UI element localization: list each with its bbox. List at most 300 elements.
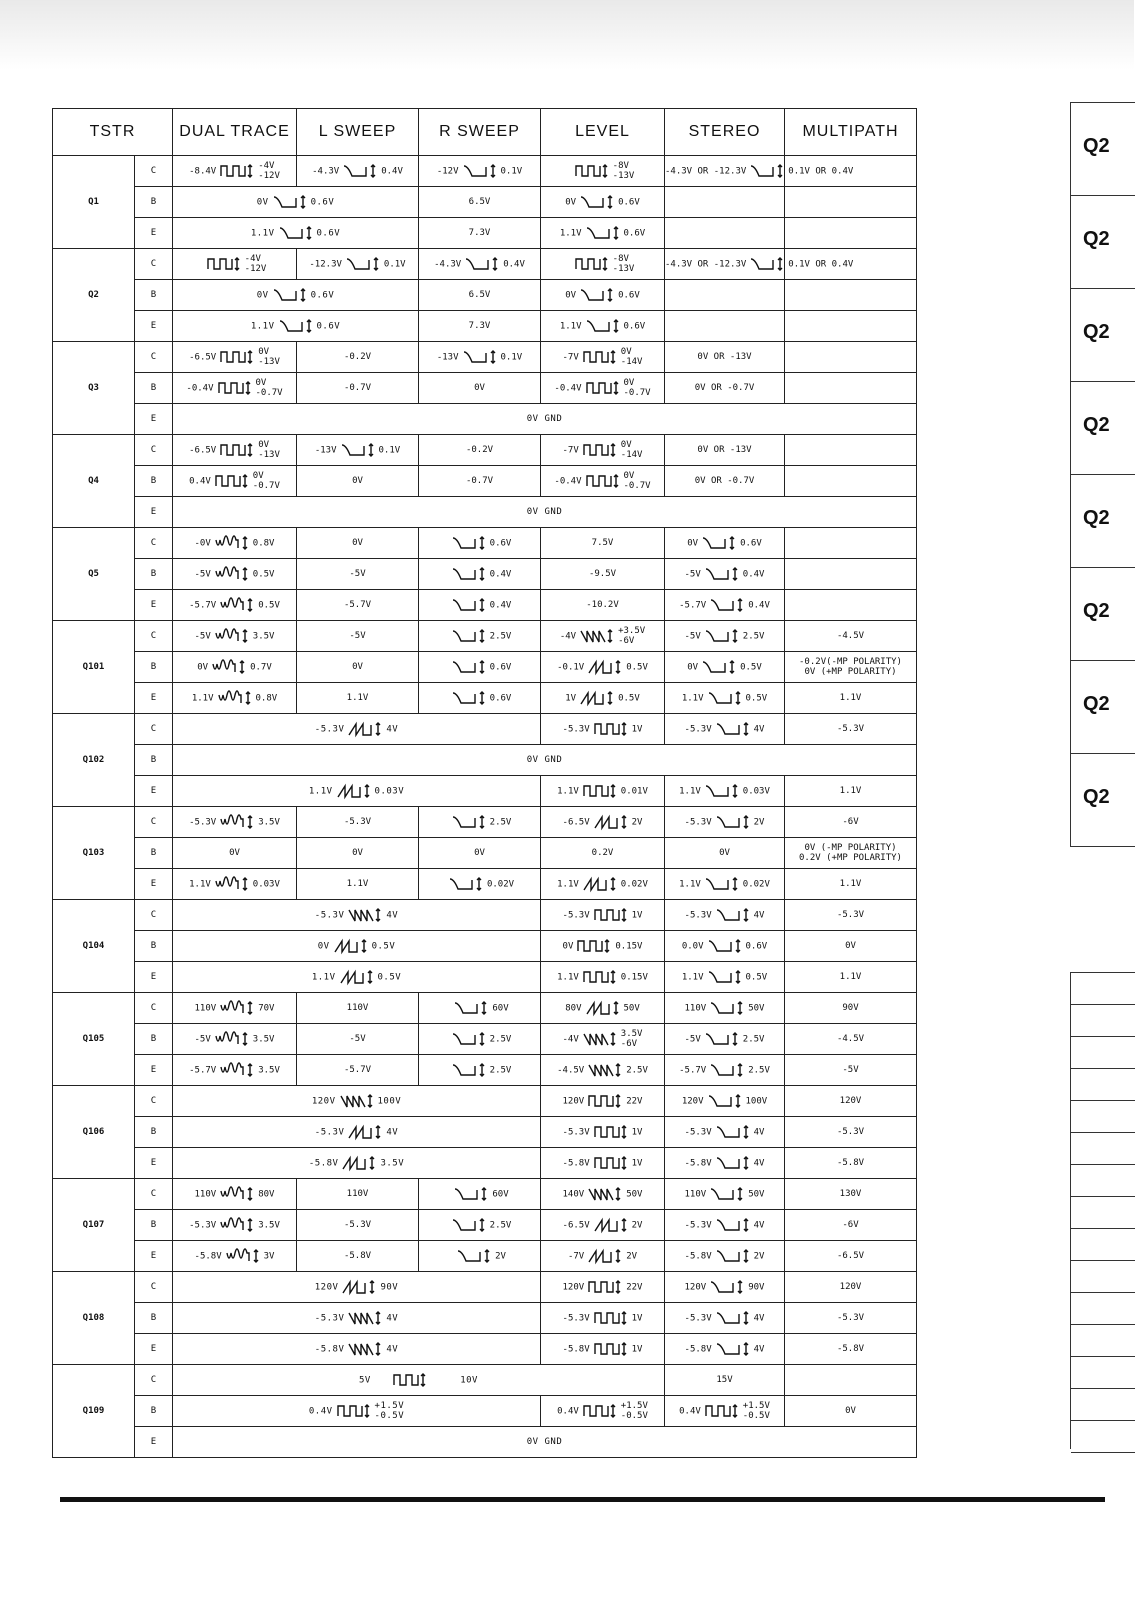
value-cell: [419, 1241, 541, 1272]
header-tstr: TSTR: [53, 109, 173, 156]
value-cell: [419, 838, 541, 869]
cell-value: 1.1V: [679, 786, 701, 797]
waveform-icon: [211, 880, 253, 890]
cell-value: 120V: [311, 1096, 336, 1107]
value-cell: [419, 187, 541, 218]
waveform-icon: [342, 260, 384, 270]
peak-value: 90V: [380, 1282, 399, 1293]
cell-value: 0V OR -0.7V: [694, 476, 755, 486]
value-cell: [785, 621, 917, 652]
cell-value: -0.4V: [554, 476, 582, 487]
value-cell: [541, 807, 665, 838]
peak-value: 3.5V: [252, 631, 275, 642]
peak-values: +1.5V -0.5V: [620, 1401, 648, 1421]
waveform-icon: [573, 942, 615, 952]
cell-value: 7.3V: [468, 228, 491, 238]
pin-label: C: [135, 1086, 173, 1117]
waveform-icon: [448, 1221, 490, 1231]
peak-value: 0.6V: [316, 321, 341, 332]
value-cell: [297, 1210, 419, 1241]
pin-label: C: [135, 1179, 173, 1210]
value-cell: [173, 373, 297, 404]
peak-value: 2.5V: [748, 1065, 770, 1076]
waveform-icon: [746, 167, 788, 177]
transistor-label: Q5: [53, 528, 135, 621]
full-span-cell: 0V GND: [173, 1427, 917, 1458]
waveform-icon: [698, 663, 740, 673]
cell-value: 110V: [194, 1003, 217, 1014]
peak-value: 4V: [753, 1344, 765, 1355]
table-row: [53, 1334, 917, 1365]
waveform-icon: [445, 880, 487, 890]
cell-value: -0V: [194, 538, 211, 549]
cell-value: -4.3V OR -12.3V: [665, 259, 747, 270]
table-row: [53, 1272, 917, 1303]
spanned-cell: [173, 280, 419, 311]
pin-label: E: [135, 1055, 173, 1086]
header-stereo: STEREO: [665, 109, 785, 156]
peak-value: 2V: [753, 817, 765, 828]
peak-value: 0.02V: [742, 879, 770, 890]
waveform-icon: [582, 229, 624, 239]
spanned-cell: [173, 1272, 541, 1303]
waveform-icon: [211, 570, 253, 580]
cell-value: -5.3V: [343, 817, 372, 827]
cell-value: 0.4V: [189, 476, 211, 487]
cell-value: -5.8V: [308, 1158, 339, 1169]
waveform-icon: [453, 1252, 495, 1262]
table-row: [53, 1303, 917, 1334]
cell-value: -0.4V: [554, 383, 582, 394]
value-cell: [665, 528, 785, 559]
peak-value: 2V: [626, 1251, 638, 1262]
peak-value: 1V: [631, 1344, 643, 1355]
cell-value: 0.4V: [557, 1406, 579, 1417]
cell-value: 1.1V: [557, 972, 579, 983]
cell-value: -5V: [349, 631, 366, 641]
value-cell: [419, 466, 541, 497]
side-label: Q2: [1083, 135, 1110, 157]
waveform-icon: [582, 477, 624, 487]
value-cell: [297, 466, 419, 497]
value-cell: [785, 466, 917, 497]
peak-value: 0.4V: [503, 259, 525, 270]
table-row: [53, 218, 917, 249]
cell-value: 0V: [845, 941, 856, 951]
cell-value: 0V: [352, 476, 363, 486]
table-row: [53, 497, 917, 528]
peak-value: 0.4V: [381, 166, 403, 177]
value-cell: [173, 559, 297, 590]
value-cell: [785, 342, 917, 373]
value-cell: [785, 1303, 917, 1334]
value-cell: [665, 590, 785, 621]
table-row: [53, 187, 917, 218]
cell-value: -5.7V: [343, 600, 372, 610]
value-cell: [665, 962, 785, 993]
header-multipath: MULTIPATH: [785, 109, 917, 156]
cell-value: -5V: [194, 631, 211, 642]
transistor-label: Q2: [53, 249, 135, 342]
peak-value: 0.5V: [626, 662, 648, 673]
pin-label: E: [135, 869, 173, 900]
waveform-icon: [448, 1035, 490, 1045]
peak-value: 50V: [626, 1189, 643, 1200]
peak-value: 2.5V: [489, 1220, 512, 1231]
value-cell: [297, 528, 419, 559]
cell-value: -9.5V: [588, 569, 617, 579]
table-row: [53, 1117, 917, 1148]
pin-label: C: [135, 1365, 173, 1396]
waveform-icon: [712, 1128, 754, 1138]
peak-value: 2.5V: [626, 1065, 648, 1076]
side-label: Q2: [1083, 693, 1110, 715]
peak-value: 1V: [631, 724, 643, 735]
spanned-cell: [173, 311, 419, 342]
value-cell: [419, 249, 541, 280]
waveform-icon: [208, 663, 250, 673]
value-cell: [297, 590, 419, 621]
cell-value: 1.1V: [308, 786, 333, 797]
peak-value: 0.5V: [745, 972, 768, 983]
table-row: [53, 590, 917, 621]
value-cell: [665, 1241, 785, 1272]
cell-value: 140V: [562, 1189, 585, 1200]
value-cell: [173, 528, 297, 559]
waveform-icon: [704, 942, 746, 952]
peak-values: +1.5V -0.5V: [742, 1401, 770, 1421]
waveform-icon: [590, 818, 632, 828]
waveform-icon: [704, 973, 746, 983]
cell-value: 90V: [842, 1003, 859, 1013]
cell-value: -6.5V: [562, 817, 590, 828]
value-cell: [541, 1055, 665, 1086]
peak-value: 2V: [753, 1251, 765, 1262]
side-cell: [1071, 103, 1135, 196]
peak-value: 2V: [495, 1251, 506, 1262]
waveform-icon: [584, 1066, 626, 1076]
value-cell: [665, 1210, 785, 1241]
cell-value: -5.8V: [343, 1251, 372, 1261]
value-cell: [665, 373, 785, 404]
value-cell: [541, 1303, 665, 1334]
waveform-icon: [579, 1407, 621, 1417]
waveform-icon: [701, 570, 743, 580]
pin-label: E: [135, 962, 173, 993]
waveform-icon: [746, 260, 788, 270]
full-span-cell: 0V GND: [173, 404, 917, 435]
peak-value: 4V: [753, 724, 765, 735]
transistor-label: Q109: [53, 1365, 135, 1458]
side-cell: [1071, 289, 1135, 382]
peak-value: 0.5V: [740, 662, 762, 673]
value-cell: [665, 993, 785, 1024]
waveform-icon: [590, 725, 632, 735]
cell-value: -5.3V: [684, 1127, 712, 1138]
waveform-icon: [216, 1190, 258, 1200]
full-span-cell: 0V GND: [173, 745, 917, 776]
waveform-icon: [590, 1128, 632, 1138]
cell-value: -5.8V: [562, 1344, 590, 1355]
table-row: [53, 280, 917, 311]
waveform-icon: [216, 818, 258, 828]
cell-value: -5V: [684, 569, 701, 580]
value-cell: [297, 838, 419, 869]
waveform-icon: [704, 694, 746, 704]
value-cell: [419, 1179, 541, 1210]
cell-value: -4.3V OR -12.3V: [665, 166, 747, 177]
value-cell: [785, 435, 917, 466]
value-cell: [785, 1148, 917, 1179]
value-cell: [541, 838, 665, 869]
value-cell: [419, 218, 541, 249]
value-cell: [541, 900, 665, 931]
cell-value: -7V: [562, 352, 579, 363]
spanned-cell: [173, 962, 541, 993]
cell-value: 0V: [317, 941, 330, 952]
value-cell: [665, 621, 785, 652]
peak-value: 100V: [377, 1096, 402, 1107]
peak-value: 4V: [386, 1313, 399, 1324]
value-cell: [785, 714, 917, 745]
transistor-label: Q101: [53, 621, 135, 714]
side-cell: [1071, 568, 1135, 661]
table-row: [53, 1210, 917, 1241]
cell-value: -5.7V: [189, 1065, 217, 1076]
value-cell: [419, 1024, 541, 1055]
peak-value: 50V: [623, 1003, 640, 1014]
cell-value: 80V: [565, 1003, 582, 1014]
value-cell: [419, 373, 541, 404]
cell-value-extra: 0V (+MP POLARITY): [804, 667, 897, 677]
cell-value: -5.8V: [194, 1251, 222, 1262]
value-cell: [173, 1024, 297, 1055]
peak-value: 2V: [631, 817, 643, 828]
cell-value: 110V: [684, 1189, 707, 1200]
value-cell: [665, 869, 785, 900]
waveform-icon: [344, 911, 386, 921]
spanned-cell: [173, 1117, 541, 1148]
peak-values: 0V -0.7V: [252, 471, 280, 491]
peak-value: 4V: [753, 1158, 765, 1169]
value-cell: [541, 311, 665, 342]
peak-value: 4V: [753, 1313, 765, 1324]
waveform-icon: [584, 1190, 626, 1200]
cell-value: -6.5V: [562, 1220, 590, 1231]
value-cell: [665, 652, 785, 683]
cell-value: 120V: [839, 1096, 862, 1106]
cell-value: -5V: [349, 1034, 366, 1044]
waveform-icon: [576, 198, 618, 208]
waveform-icon: [698, 539, 740, 549]
value-cell: [541, 776, 665, 807]
value-cell: [541, 1241, 665, 1272]
waveform-icon: [214, 384, 256, 394]
cell-value: -5V: [684, 631, 701, 642]
cell-value: -5.3V: [836, 724, 865, 734]
cell-value: -5.3V: [189, 817, 217, 828]
peak-value: 0.15V: [615, 941, 643, 952]
cell-value: 110V: [194, 1189, 217, 1200]
transistor-label: Q108: [53, 1272, 135, 1365]
cell-value: 1.1V: [346, 879, 369, 889]
value-cell: [297, 373, 419, 404]
value-cell: [541, 1272, 665, 1303]
waveform-icon: [275, 229, 317, 239]
waveform-icon: [338, 1159, 380, 1169]
cell-value: 0V: [565, 197, 577, 208]
value-cell: [541, 342, 665, 373]
value-cell: [173, 1055, 297, 1086]
peak-value: 2.5V: [742, 1034, 765, 1045]
table-row: [53, 156, 917, 187]
waveform-icon: [448, 570, 490, 580]
value-cell: [665, 714, 785, 745]
waveform-icon: [450, 1190, 492, 1200]
value-cell: [541, 1148, 665, 1179]
value-cell: [785, 869, 917, 900]
waveform-icon: [275, 322, 317, 332]
pin-label: C: [135, 528, 173, 559]
transistor-label: Q1: [53, 156, 135, 249]
peak-value: 3V: [263, 1251, 275, 1262]
peak-value: 0.5V: [258, 600, 280, 611]
value-cell: [541, 1396, 665, 1427]
cell-value: 5V: [359, 1375, 371, 1386]
cell-value: -4.3V: [434, 259, 462, 270]
table-row: [53, 621, 917, 652]
peak-value: 0.4V: [748, 600, 770, 611]
value-cell: [419, 590, 541, 621]
peak-value: 0.6V: [316, 228, 341, 239]
value-cell: [785, 900, 917, 931]
value-cell: [541, 1334, 665, 1365]
adjacent-page-edge: [1070, 102, 1135, 847]
value-cell: [419, 1055, 541, 1086]
waveform-icon: [336, 973, 378, 983]
waveform-icon: [701, 632, 743, 642]
value-cell: [297, 869, 419, 900]
full-span-cell: 0V GND: [173, 497, 917, 528]
transistor-label: Q4: [53, 435, 135, 528]
waveform-icon: [448, 818, 490, 828]
cell-value: 0.4V: [308, 1406, 333, 1417]
table-row: [53, 528, 917, 559]
waveform-icon: [712, 1314, 754, 1324]
cell-value: 1.1V: [559, 228, 582, 239]
cell-value: -4V: [559, 631, 577, 642]
waveform-icon: [448, 601, 490, 611]
cell-value: -6.5V: [189, 445, 217, 456]
cell-value: 0V: [719, 848, 730, 858]
value-cell: [541, 559, 665, 590]
peak-value: 2.5V: [489, 631, 512, 642]
cell-value: -0.7V: [465, 476, 494, 486]
waveform-icon: [339, 167, 381, 177]
value-cell: [297, 435, 419, 466]
pin-label: B: [135, 838, 173, 869]
peak-values: -8V -13V: [612, 254, 635, 274]
waveform-icon: [579, 973, 621, 983]
cell-value: -8.4V: [189, 166, 217, 177]
peak-value: 60V: [492, 1003, 509, 1014]
value-cell: [419, 652, 541, 683]
value-cell: [173, 435, 297, 466]
peak-value: 50V: [748, 1003, 765, 1014]
cell-value: -0.7V: [343, 383, 372, 393]
waveform-icon: [579, 787, 621, 797]
pin-label: C: [135, 435, 173, 466]
pin-label: E: [135, 1241, 173, 1272]
cell-value: 1.1V: [681, 693, 704, 704]
peak-value: 90V: [748, 1282, 765, 1293]
peak-value: 0.6V: [489, 693, 512, 704]
cell-value: 7.3V: [468, 321, 491, 331]
pin-label: B: [135, 1396, 173, 1427]
table-row: [53, 745, 917, 776]
peak-value: 3.5V: [258, 817, 280, 828]
spanned-cell: [173, 1334, 541, 1365]
table-row: [53, 1427, 917, 1458]
waveform-icon: [701, 1407, 743, 1417]
pin-label: B: [135, 373, 173, 404]
waveform-icon: [448, 632, 490, 642]
value-cell: [541, 714, 665, 745]
pin-label: B: [135, 466, 173, 497]
cell-value: -5.7V: [189, 600, 217, 611]
value-cell: [541, 435, 665, 466]
cell-value-extra: 0.2V (+MP POLARITY): [799, 853, 902, 863]
value-cell: [173, 1210, 297, 1241]
side-label: Q2: [1083, 321, 1110, 343]
waveform-icon: [579, 1035, 621, 1045]
peak-values: 0V -0.7V: [623, 378, 651, 398]
cell-value: 1.1V: [559, 321, 582, 332]
cell-value: -0.2V: [343, 352, 372, 362]
peak-value: 2.5V: [489, 1065, 512, 1076]
table-row: [53, 900, 917, 931]
peak-value: 0.4V: [489, 569, 512, 580]
pin-label: B: [135, 280, 173, 311]
peak-value: 80V: [258, 1189, 275, 1200]
value-cell: [541, 1210, 665, 1241]
value-cell: [665, 1024, 785, 1055]
value-cell: [541, 156, 665, 187]
value-cell: [785, 1179, 917, 1210]
value-cell: [665, 1086, 785, 1117]
pin-label: B: [135, 652, 173, 683]
cell-value: 0V: [687, 538, 699, 549]
cell-value: -10.2V: [586, 600, 619, 610]
cell-value: -5.3V: [836, 910, 865, 920]
cell-value: 0V: [562, 941, 574, 952]
header-row: [53, 109, 917, 156]
peak-value: 2.5V: [489, 817, 512, 828]
cell-value: -5.3V: [314, 724, 345, 735]
value-cell: [541, 621, 665, 652]
waveform-icon: [579, 353, 621, 363]
cell-value: 110V: [346, 1189, 369, 1199]
peak-values: 0V -13V: [258, 440, 280, 460]
side-label: Q2: [1083, 786, 1110, 808]
cell-value: 0V: [197, 662, 209, 673]
peak-value: 0.6V: [618, 197, 640, 208]
peak-value: 0.1V OR: [788, 166, 827, 177]
cell-value: 120V: [562, 1096, 585, 1107]
value-cell: [785, 683, 917, 714]
value-cell: [173, 1179, 297, 1210]
value-cell: [785, 931, 917, 962]
